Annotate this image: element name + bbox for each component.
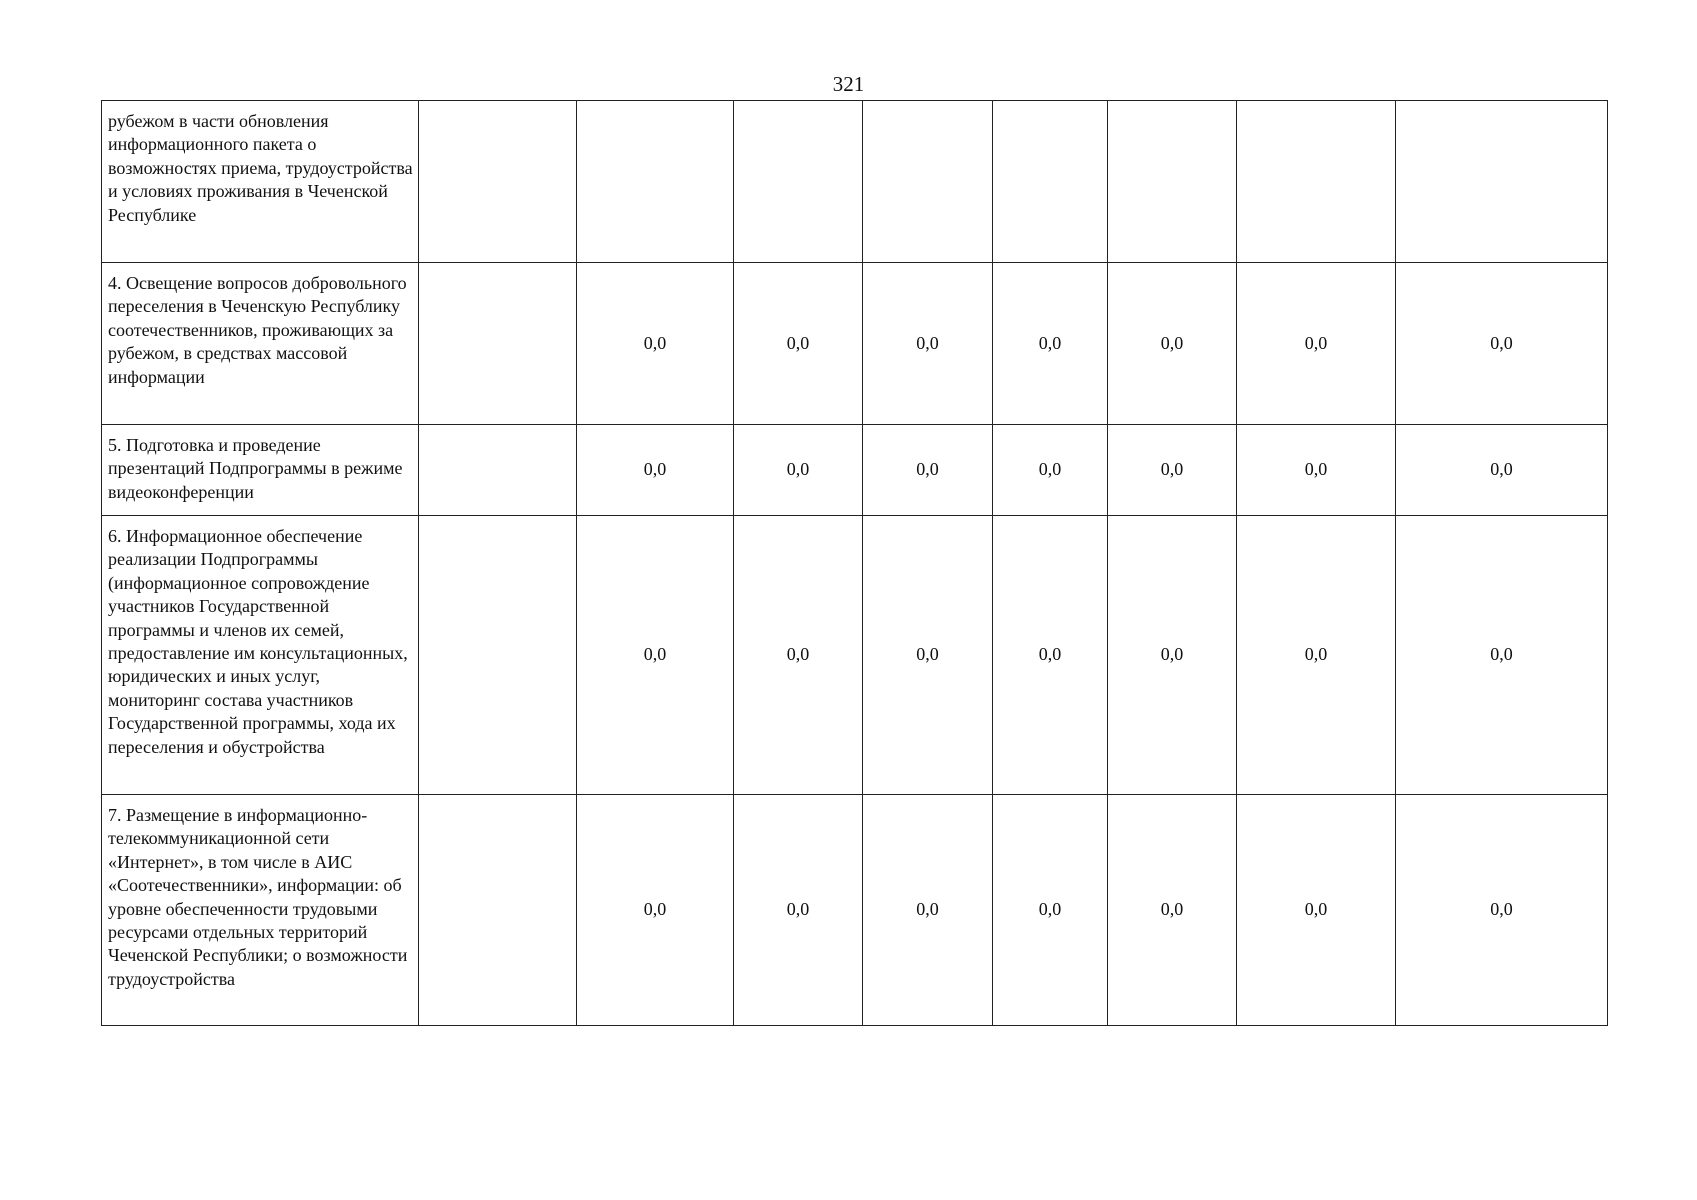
table-cell: 0,0 (1108, 795, 1237, 1026)
table-cell (863, 101, 993, 263)
table-cell (993, 101, 1108, 263)
page-number: 321 (832, 72, 865, 96)
table-cell: 0,0 (1396, 516, 1608, 795)
table-cell (419, 516, 577, 795)
table-cell (419, 795, 577, 1026)
table-cell: 0,0 (577, 516, 734, 795)
table-cell (1396, 101, 1608, 263)
table-cell: 0,0 (993, 795, 1108, 1026)
table-cell: 0,0 (1108, 425, 1237, 516)
table-cell: 0,0 (1237, 263, 1396, 425)
table-cell: 0,0 (1108, 516, 1237, 795)
table-cell: 0,0 (734, 263, 863, 425)
table-cell: 0,0 (863, 516, 993, 795)
table-cell: 0,0 (577, 795, 734, 1026)
table-cell (419, 425, 577, 516)
table-cell (1108, 101, 1237, 263)
table-row (102, 263, 1608, 425)
table-cell (419, 263, 577, 425)
table-cell: 0,0 (734, 425, 863, 516)
row-description: 4. Освещение вопросов добровольного переселения в Чеченскую Республику соотечественников, проживающих за рубежом, в средствах массовой информации (102, 263, 419, 425)
table-cell (734, 101, 863, 263)
table-cell (577, 101, 734, 263)
table-row (102, 795, 1608, 1026)
table-cell: 0,0 (1396, 795, 1608, 1026)
table-cell: 0,0 (577, 263, 734, 425)
table-cell: 0,0 (863, 795, 993, 1026)
table-cell (1237, 101, 1396, 263)
row-description: рубежом в части обновления информационного пакета о возможностях приема, трудоустройства и условиях проживания в Чеченской Республике (102, 101, 419, 263)
table-cell: 0,0 (993, 263, 1108, 425)
table-row (102, 425, 1608, 516)
table-row (102, 101, 1608, 263)
table-cell: 0,0 (734, 795, 863, 1026)
table-cell: 0,0 (1237, 516, 1396, 795)
funding-table (101, 100, 1608, 1026)
table-cell: 0,0 (993, 516, 1108, 795)
table-cell: 0,0 (863, 263, 993, 425)
table-row (102, 516, 1608, 795)
table-cell: 0,0 (577, 425, 734, 516)
table-cell: 0,0 (1396, 263, 1608, 425)
table-cell: 0,0 (1108, 263, 1237, 425)
table-cell: 0,0 (1237, 795, 1396, 1026)
row-description: 5. Подготовка и проведение презентаций Подпрограммы в режиме видеоконференции (102, 425, 419, 516)
table-cell: 0,0 (863, 425, 993, 516)
row-description: 6. Информационное обеспечение реализации Подпрограммы (информационное сопровождение участников Государственной программы и членов их семей, предоставление им консультационных, юридических и иных услуг, мониторинг состава участников Государственной программы, хода их переселения и обустройства (102, 516, 419, 795)
table-cell: 0,0 (734, 516, 863, 795)
table-cell: 0,0 (1396, 425, 1608, 516)
table-cell: 0,0 (1237, 425, 1396, 516)
table-cell: 0,0 (993, 425, 1108, 516)
table-cell (419, 101, 577, 263)
row-description: 7. Размещение в информационно-телекоммуникационной сети «Интернет», в том числе в АИС «Соотечественники», информации: об уровне обеспеченности трудовыми ресурсами отдельных территорий Чеченской Республики; о возможности трудоустройства (102, 795, 419, 1026)
